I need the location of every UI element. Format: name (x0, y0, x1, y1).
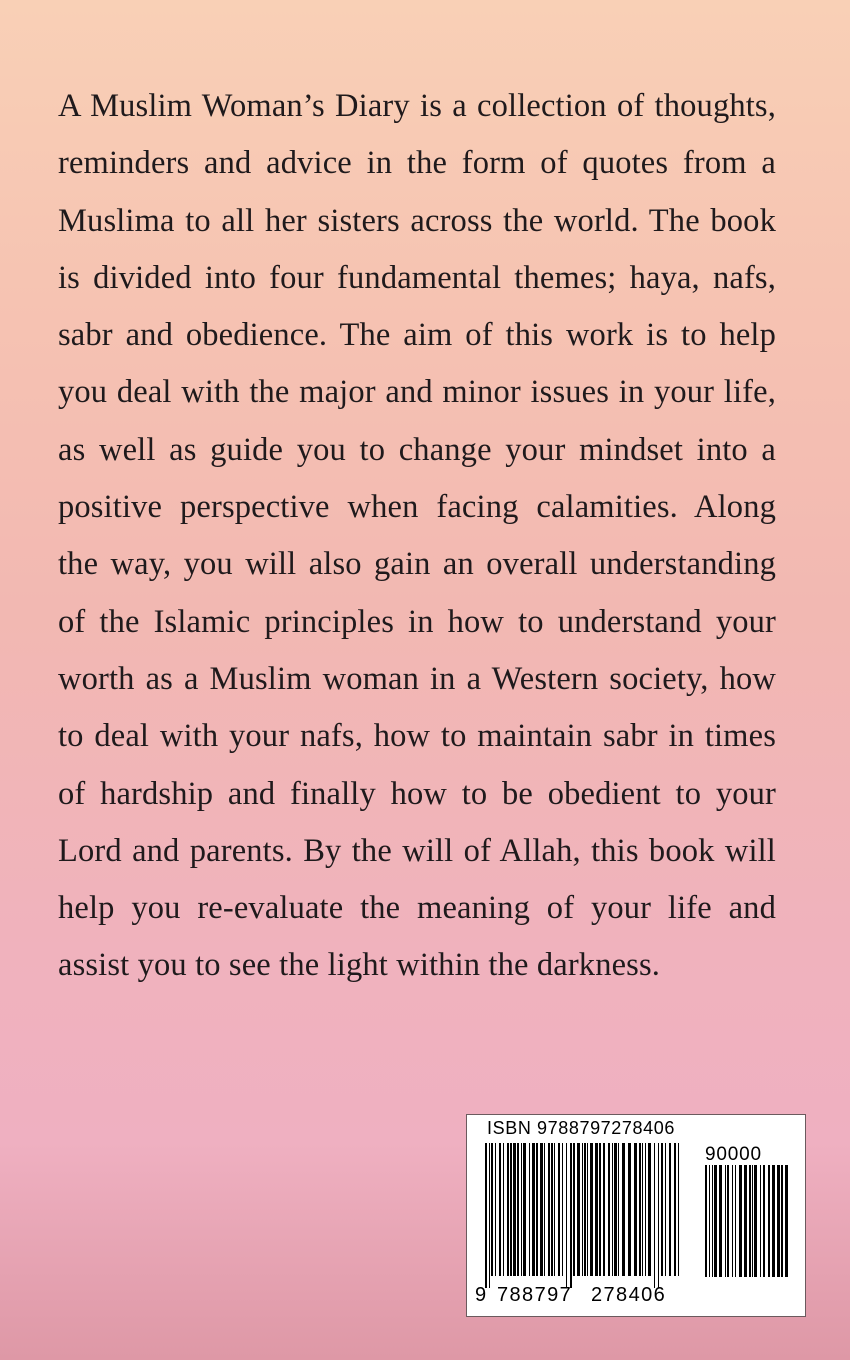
barcode-bar (639, 1143, 641, 1276)
barcode-bar (513, 1143, 516, 1276)
barcode-bar (648, 1143, 651, 1276)
barcode-bar (548, 1143, 550, 1276)
barcode-bar (590, 1143, 593, 1276)
isbn-barcode (466, 1114, 806, 1317)
barcode-bar (634, 1143, 637, 1276)
barcode-bar (532, 1143, 535, 1276)
barcode-bar (540, 1143, 543, 1276)
barcode-bar (714, 1165, 717, 1277)
barcode-bar (768, 1165, 770, 1277)
barcode-bar (595, 1143, 598, 1276)
barcode-bar (678, 1143, 679, 1276)
barcode-bar (735, 1165, 736, 1277)
barcode-bar (754, 1165, 757, 1277)
barcode-bar (603, 1143, 605, 1276)
barcode-bar (732, 1165, 733, 1277)
barcode-bar (599, 1143, 601, 1276)
barcode-bar (622, 1143, 625, 1276)
barcode-bar (485, 1143, 487, 1288)
barcode-bar (523, 1143, 526, 1276)
barcode-bar (628, 1143, 631, 1276)
ean-left-digits: 788797 (497, 1284, 573, 1306)
barcode-bar (669, 1143, 671, 1276)
barcode-bar (608, 1143, 610, 1276)
barcode-bar (521, 1143, 522, 1276)
barcode-bar (739, 1165, 742, 1277)
barcode-bar (584, 1143, 586, 1276)
barcode-bar (587, 1143, 588, 1276)
barcode-bar (752, 1165, 753, 1277)
barcode-bar (577, 1143, 580, 1276)
barcode-bar (772, 1165, 775, 1277)
barcode-bar (614, 1143, 617, 1276)
back-cover-blurb: A Muslim Woman’s Diary is a collection of thoughts, reminders and advice in the form of quotes from a Muslima to all her sisters across the world. The book is divided into four fundamental themes; haya, nafs, sabr and obedience. The aim of this work is to help you deal with the major and minor issues in your life, as well as guide you to change your mindset into a positive perspective when facing calamities. Along the way, you will also gain an overall understanding of the Islamic principles in how to understand your worth as a Muslim woman in a Western society, how to deal with your nafs, how to maintain sabr in times of hardship and finally how to be obedient to your Lord and parents. By the will of Allah, this book will help you re-evaluate the meaning of your life and assist you to see the light within the darkness. (58, 88, 776, 984)
barcode-bar (489, 1143, 490, 1288)
barcode-bar (719, 1165, 722, 1277)
barcode-bar (749, 1165, 751, 1277)
barcode-bar (510, 1143, 512, 1276)
barcode-bar (570, 1143, 572, 1288)
barcode-bar (529, 1143, 530, 1276)
barcode-bar (544, 1143, 545, 1276)
ean-barcode-bars (485, 1143, 683, 1288)
barcode-bar (517, 1143, 519, 1276)
barcode-bar (725, 1165, 726, 1277)
addon-barcode-bars (705, 1165, 789, 1289)
barcode-bar (744, 1165, 747, 1277)
barcode-bar (562, 1143, 563, 1276)
barcode-bar (495, 1143, 496, 1276)
price-addon-number: 90000 (705, 1144, 762, 1165)
ean-first-digit: 9 (475, 1284, 487, 1306)
barcode-bar (566, 1143, 567, 1288)
barcode-bar (763, 1165, 765, 1277)
barcode-bar (654, 1143, 655, 1288)
barcode-bar (573, 1143, 575, 1276)
barcode-bar (582, 1143, 583, 1276)
barcode-bar (712, 1165, 713, 1277)
barcode-bar (618, 1143, 619, 1276)
barcode-bar (491, 1143, 493, 1276)
barcode-bar (612, 1143, 613, 1276)
barcode-bar (674, 1143, 676, 1276)
barcode-bar (642, 1143, 643, 1276)
barcode-bar (705, 1165, 707, 1277)
ean-right-digits: 278406 (591, 1284, 667, 1306)
barcode-bar (781, 1165, 783, 1277)
barcode-bar (777, 1165, 780, 1277)
isbn-label: ISBN 9788797278406 (487, 1118, 675, 1138)
barcode-bar (658, 1143, 659, 1288)
barcode-bar (554, 1143, 555, 1276)
barcode-bar (551, 1143, 553, 1276)
barcode-bar (536, 1143, 538, 1276)
barcode-bar (507, 1143, 509, 1276)
barcode-bar (785, 1165, 788, 1277)
barcode-bar (760, 1165, 761, 1277)
barcode-bar (499, 1143, 501, 1276)
barcode-bar (503, 1143, 504, 1276)
barcode-bar (661, 1143, 663, 1276)
barcode-bar (645, 1143, 646, 1276)
barcode-bar (727, 1165, 729, 1277)
barcode-bar (665, 1143, 666, 1276)
ean-digits (475, 1284, 695, 1310)
barcode-bar (709, 1165, 710, 1277)
barcode-bar (558, 1143, 560, 1276)
